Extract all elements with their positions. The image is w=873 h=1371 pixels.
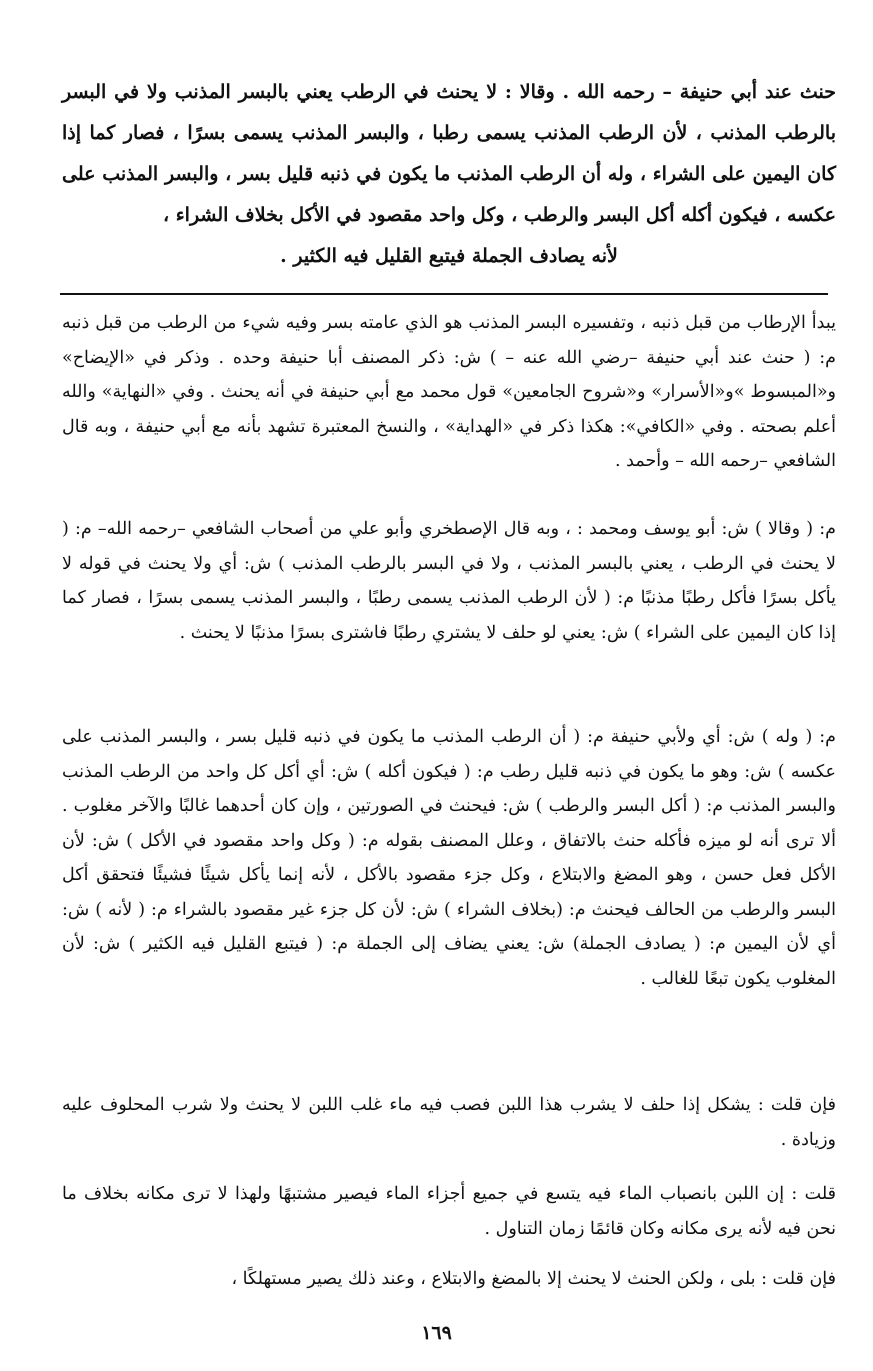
commentary-paragraph-4: فإن قلت : يشكل إذا حلف لا يشرب هذا اللبن فصب فيه ماء غلب اللبن لا يحنث ولا شرب المحلوف عليه وزيادة . bbox=[62, 1095, 836, 1150]
main-text-last-line: لأنه يصادف الجملة فيتبع القليل فيه الكثير . bbox=[280, 245, 618, 267]
commentary-paragraph-6: فإن قلت : بلى ، ولكن الحنث لا يحنث إلا بالمضغ والابتلاع ، وعند ذلك يصير مستهلكًا ، bbox=[231, 1269, 836, 1289]
main-text-body: حنث عند أبي حنيفة – رحمه الله . وقالا : لا يحنث في الرطب يعني بالبسر المذنب ولا في البسر بالرطب المذنب ، لأن الرطب المذنب يسمى رطبا ، والبسر المذنب يسمى بسرًا ، فصار كما إذا كان اليمين على الشراء ، وله أن الرطب المذنب ما يكون في ذنبه قليل بسر ، والبسر المذنب على عكسه ، فيكون أكله أكل البسر والرطب ، وكل واحد مقصود في الأكل بخلاف الشراء ، bbox=[62, 81, 836, 226]
commentary-paragraph-2: م: ( وقالا ) ش: أبو يوسف ومحمد : ، وبه قال الإصطخري وأبو علي من أصحاب الشافعي –رحمه الله– م: ( لا يحنث في الرطب ، يعني بالبسر المذنب ، ولا في البسر بالرطب المذنب ) ش: أي ولا يحنث في قوله لا يأكل بسرًا فأكل رطبًا مذنبًا م: ( لأن الرطب المذنب يسمى رطبًا ، والبسر المذنب يسمى بسرًا ، فصار كما إذا كان اليمين على الشراء ) ش: يعني لو حلف لا يشتري رطبًا فاشترى بسرًا مذنبًا لا يحنث . bbox=[62, 519, 836, 643]
page-number: ١٦٩ bbox=[421, 1322, 452, 1344]
commentary-paragraph-5: قلت : إن اللبن بانصباب الماء فيه يتسع في جميع أجزاء الماء فيصير مشتبهًا ولهذا لا ترى مكانه بخلاف ما نحن فيه لأنه يرى مكانه وكان قائمًا زمان التناول . bbox=[62, 1184, 836, 1239]
main-text-block bbox=[62, 72, 836, 277]
separator-line bbox=[60, 293, 828, 295]
commentary-paragraph-3: م: ( وله ) ش: أي ولأبي حنيفة م: ( أن الرطب المذنب ما يكون في ذنبه قليل بسر ، والبسر المذنب على عكسه ) ش: وهو ما يكون في ذنبه قليل رطب م: ( فيكون أكله ) ش: أي أكل كل واحد من الرطب المذنب والبسر المذنب م: ( أكل البسر والرطب ) ش: فيحنث في الصورتين ، وإن كان أحدهما غالبًا والآخر مغلوب . ألا ترى أنه لو ميزه فأكله حنث بالاتفاق ، وعلل المصنف بقوله م: ( وكل واحد مقصود في الأكل ) ش: لأن الأكل فعل حسن ، وهو المضغ والابتلاع ، وكل جزء مقصود بالأكل ، لأنه إنما يأكل شيئًا فشيئًا فتحقق أكل البسر والرطب من الحالف فيحنث م: (بخلاف الشراء ) ش: لأن كل جزء غير مقصود بالشراء م: ( لأنه ) ش: أي لأن اليمين م: ( يصادف الجملة) ش: يعني يضاف إلى الجملة م: ( فيتبع القليل فيه الكثير ) ش: لأن المغلوب يكون تبعًا للغالب . bbox=[62, 727, 836, 989]
commentary-paragraph-1: يبدأ الإرطاب من قبل ذنبه ، وتفسيره البسر المذنب هو الذي عامته بسر وفيه شيء من الرطب من قبل ذنبه م: ( حنث عند أبي حنيفة –رضي الله عنه – ) ش: ذكر المصنف أبا حنيفة وحده . وذكر في «الإيضاح» و«المبسوط »و«الأسرار» و«شروح الجامعين» قول محمد مع أبي حنيفة في أنه يحنث . وفي «النهاية» والله أعلم بصحته . وفي «الكافي»: هكذا ذكر في «الهداية» ، والنسخ المعتبرة تشهد بأنه مع أبي حنيفة ، وبه قال الشافعي –رحمه الله – وأحمد . bbox=[62, 313, 836, 471]
